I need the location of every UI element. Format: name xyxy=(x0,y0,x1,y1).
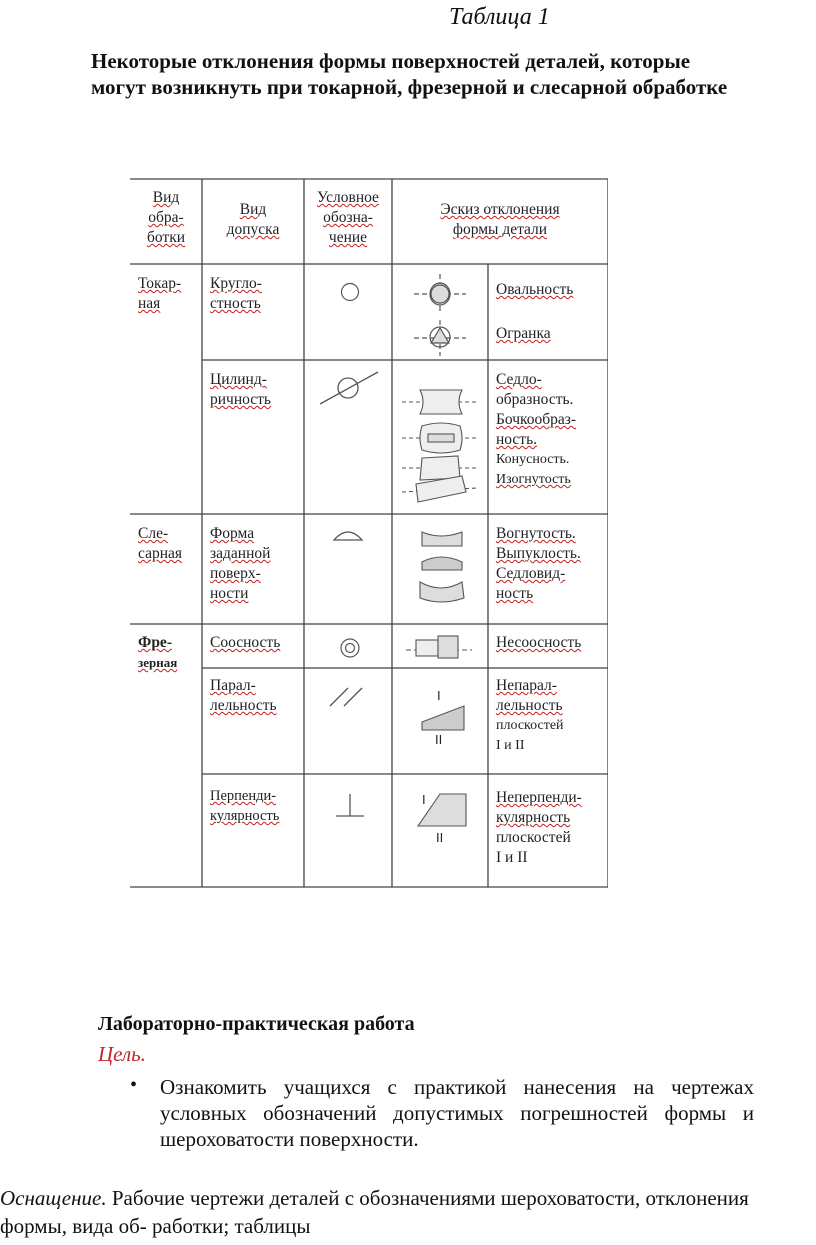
deviation-concavity xyxy=(496,524,581,604)
deviation-line: Конусность. xyxy=(496,452,570,467)
equipment-label: Оснащение. xyxy=(0,1186,107,1210)
header-sketch-line: формы детали xyxy=(452,221,548,238)
header-process-line: ботки xyxy=(146,229,186,246)
tolerance-parallelism xyxy=(210,676,277,716)
deviation-line: Изогнутость xyxy=(496,472,571,487)
cylindricity-symbol-icon xyxy=(304,368,392,418)
tolerance-line: Перпенди- xyxy=(210,788,277,804)
coaxiality-symbol-icon xyxy=(304,628,392,668)
process-line: зерная xyxy=(138,655,178,670)
deviation-line: Седло- xyxy=(496,371,542,388)
deviation-misalignment xyxy=(496,633,581,653)
tolerance-line: Соосность xyxy=(210,634,281,651)
process-line: Сле- xyxy=(138,525,169,542)
tolerance-line: Парал- xyxy=(210,677,256,694)
deviation-line: Огранка xyxy=(496,325,551,342)
surface-form-sketch-icon xyxy=(392,524,488,614)
deviation-line: плоскостей xyxy=(496,829,571,846)
header-tolerance-line: допуска xyxy=(226,221,280,238)
deviation-saddle xyxy=(496,370,576,490)
tolerance-line: стность xyxy=(210,295,261,312)
tolerance-line: Кругло- xyxy=(210,275,262,292)
deviation-line: Неперпенди- xyxy=(496,789,582,806)
process-turning xyxy=(138,274,181,314)
header-symbol-line: обозна- xyxy=(323,209,373,226)
parallelism-mark-1: I xyxy=(437,688,441,703)
header-sketch-line: Эскиз отклонения xyxy=(440,201,560,218)
process-line: Фре- xyxy=(138,634,172,651)
process-fitting xyxy=(138,524,182,564)
tolerance-surface-form xyxy=(210,524,270,604)
header-symbol-line: чение xyxy=(328,229,368,246)
process-milling xyxy=(138,633,177,673)
deviation-line: Несоосность xyxy=(496,634,582,651)
tolerance-roundness xyxy=(210,274,262,314)
deviation-line: Выпуклость. xyxy=(496,545,581,562)
deviation-nonperpendicular xyxy=(496,788,582,868)
deviation-nonparallel xyxy=(496,676,564,756)
deviation-line: Вогнутость. xyxy=(496,525,576,542)
perpendicularity-mark-2: II xyxy=(436,830,444,845)
coaxiality-sketch-icon xyxy=(392,628,488,668)
deviation-line: I и II xyxy=(496,738,525,753)
parallelism-mark-2: II xyxy=(435,732,443,747)
header-process-line: Вид xyxy=(152,189,180,206)
deviations-table xyxy=(130,178,608,888)
tolerance-perpendicularity xyxy=(210,786,279,826)
deviation-line: лельность xyxy=(496,697,563,714)
goal-label: Цель. xyxy=(98,1042,146,1066)
header-process-line: обра- xyxy=(148,209,184,226)
bullet-icon: • xyxy=(130,1074,138,1096)
equipment-text: Рабочие чертежи деталей с обозначениями шероховатости, отклонения формы, вида об- работки; таблицы xyxy=(0,1186,749,1238)
ovality-sketch-icon xyxy=(392,270,488,360)
surface-form-symbol-icon xyxy=(304,522,392,552)
deviation-line: кулярность xyxy=(496,809,571,826)
tolerance-line: кулярность xyxy=(210,808,280,824)
goal-text: Ознакомить учащихся с практикой нанесения на чертежах условных обозначений допустимых погрешностей формы и шероховатости поверхности. xyxy=(160,1075,754,1151)
roundness-symbol-icon xyxy=(304,274,392,314)
deviation-line: ность. xyxy=(496,431,538,448)
process-line: ная xyxy=(138,295,161,312)
perpendicularity-mark-1: I xyxy=(422,792,426,807)
table-caption: Таблица 1 xyxy=(449,4,550,30)
deviation-line: Бочкообраз- xyxy=(496,411,577,428)
header-process xyxy=(130,188,202,248)
deviation-ovality xyxy=(496,280,573,344)
tolerance-cylindricity xyxy=(210,370,271,410)
deviation-line: Овальность xyxy=(496,281,574,298)
process-line: Токар- xyxy=(138,275,182,292)
cylindricity-sketch-icon xyxy=(392,364,488,514)
header-tolerance xyxy=(202,200,304,240)
process-line: сарная xyxy=(138,545,183,562)
deviation-line: Непарал- xyxy=(496,677,557,694)
document-title: Некоторые отклонения формы поверхностей деталей, которые могут возникнуть при токарной, фрезерной и слесарной обработке xyxy=(91,49,728,99)
deviation-line: I и II xyxy=(496,849,528,866)
header-tolerance-line: Вид xyxy=(239,201,267,218)
tolerance-line: поверх- xyxy=(210,565,261,582)
header-symbol xyxy=(304,188,392,248)
equipment-paragraph xyxy=(0,1184,816,1240)
header-symbol-line: Условное xyxy=(317,189,379,206)
deviation-line: Седловид- xyxy=(496,565,566,582)
deviation-line: ность xyxy=(496,585,534,602)
perpendicularity-symbol-icon xyxy=(304,788,392,828)
header-sketch xyxy=(392,200,608,240)
tolerance-line: заданной xyxy=(210,545,271,562)
tolerance-line: Форма xyxy=(210,525,255,542)
deviation-line: образность. xyxy=(496,391,574,408)
tolerance-coaxiality xyxy=(210,633,280,653)
tolerance-line: ричность xyxy=(210,391,271,408)
parallelism-symbol-icon xyxy=(304,676,392,716)
tolerance-line: Цилинд- xyxy=(210,371,267,388)
lab-work-title: Лабораторно-практическая работа xyxy=(98,1013,415,1035)
tolerance-line: ности xyxy=(210,585,249,602)
deviation-line: плоскостей xyxy=(496,718,564,733)
tolerance-line: лельность xyxy=(210,697,277,714)
